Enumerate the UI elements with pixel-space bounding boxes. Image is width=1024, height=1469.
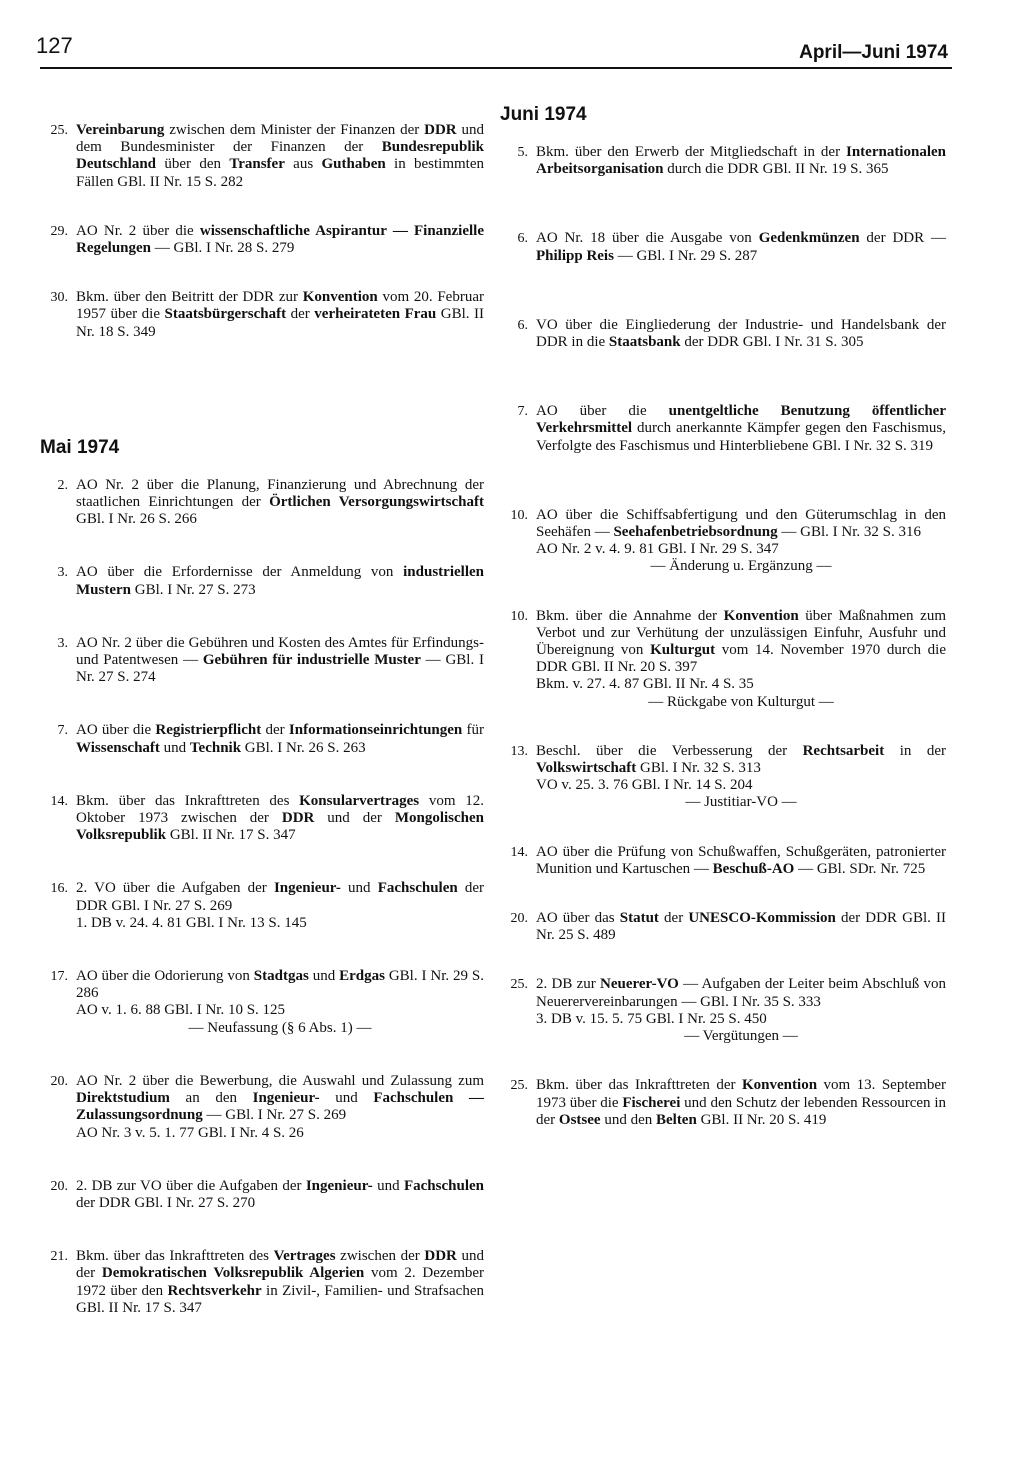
entry-text: 2. DB zur VO über die Aufgaben der Ingenieur- und Fachschulen der DDR GBl. I Nr. 27 S. 270	[76, 1177, 484, 1211]
right-column	[500, 92, 946, 1129]
entry-amendment-note: — Änderung u. Ergänzung —	[650, 558, 832, 575]
entry-text: Bkm. über das Inkrafttreten des Vertrages zwischen der DDR und der Demokratischen Volksrepublik Algerien vom 2. Dezember 1972 über den Rechtsverkehr in Zivil-, Familien- und Strafsachen GBl. II Nr. 17 S. 347	[76, 1248, 485, 1316]
list-item	[500, 317, 946, 351]
entry-day: 20.	[510, 911, 528, 927]
entry-text: Bkm. über die Annahme der Konvention über Maßnahmen zum Verbot und zur Verhütung der unzulässigen Einfuhr, Ausfuhr und Übereignung von Kulturgut vom 14. November 1970 durch die DDR GBl. II Nr. 20 S. 397	[536, 607, 946, 676]
entry-day: 7.	[517, 404, 528, 420]
entry-text: AO über die unentgeltliche Benutzung öffentlicher Verkehrsmittel durch anerkannte Kämpfer gegen den Faschismus, Verfolgte des Faschismus und Hinterbliebene GBl. I Nr. 32 S. 319	[536, 403, 946, 454]
entry-day: 16.	[50, 881, 68, 897]
entry-day: 25.	[50, 123, 68, 138]
entry-day: 25.	[510, 1078, 528, 1094]
list-item	[40, 1178, 484, 1212]
entry-amendment: 3. DB v. 15. 5. 75 GBl. I Nr. 25 S. 450	[536, 1010, 767, 1027]
entry-text: AO über die Erfordernisse der Anmeldung von industriellen Mustern GBl. I Nr. 27 S. 273	[76, 564, 484, 598]
entry-text: AO Nr. 18 über die Ausgabe von Gedenkmünzen der DDR — Philipp Reis — GBl. I Nr. 29 S. 287	[536, 230, 946, 264]
april-entries	[40, 122, 484, 341]
list-item	[500, 1077, 946, 1129]
list-item	[500, 743, 946, 812]
entry-amendment: AO Nr. 2 v. 4. 9. 81 GBl. I Nr. 29 S. 347	[536, 541, 779, 558]
entry-day: 14.	[510, 844, 528, 860]
list-item	[40, 122, 484, 191]
entry-amendment-note: — Neufassung (§ 6 Abs. 1) —	[188, 1019, 372, 1036]
entry-text: VO über die Eingliederung der Industrie- und Handelsbank der DDR in die Staatsbank der DDR GBl. I Nr. 31 S. 305	[536, 316, 946, 351]
section-heading-juni: Juni 1974	[500, 104, 587, 125]
entry-day: 25.	[510, 977, 528, 993]
entry-text: Bkm. über den Erwerb der Mitgliedschaft in der Internationalen Arbeitsorganisation durch die DDR GBl. II Nr. 19 S. 365	[536, 144, 946, 178]
list-item	[40, 477, 484, 529]
list-item	[500, 910, 946, 944]
list-item	[500, 403, 946, 455]
entry-text: Beschl. über die Verbesserung der Rechtsarbeit in der Volkswirtschaft GBl. I Nr. 32 S. 313	[536, 742, 946, 777]
entry-text: AO über die Registrierpflicht der Informationseinrichtungen für Wissenschaft und Technik GBl. I Nr. 26 S. 263	[76, 722, 484, 756]
entry-day: 3.	[57, 565, 68, 581]
entry-day: 14.	[50, 793, 68, 809]
entry-amendment: VO v. 25. 3. 76 GBl. I Nr. 14 S. 204	[536, 777, 753, 794]
list-item	[500, 608, 946, 711]
left-column	[40, 92, 484, 1317]
entry-day: 20.	[50, 1073, 68, 1089]
list-item	[500, 144, 946, 178]
entry-day: 17.	[50, 969, 68, 985]
section-heading-mai: Mai 1974	[40, 436, 120, 458]
header-rule	[40, 67, 952, 69]
entry-text: AO über die Schiffsabfertigung und den Güterumschlag in den Seehäfen — Seehafenbetriebsordnung — GBl. I Nr. 32 S. 316	[536, 506, 946, 541]
entry-day: 10.	[510, 608, 528, 624]
entry-day: 21.	[50, 1249, 68, 1265]
mai-entries	[40, 477, 484, 1317]
entry-amendment: Bkm. v. 27. 4. 87 GBl. II Nr. 4 S. 35	[536, 676, 754, 693]
entry-text: AO über das Statut der UNESCO-Kommission der DDR GBl. II Nr. 25 S. 489	[536, 910, 946, 944]
entry-day: 30.	[50, 290, 68, 306]
entry-day: 5.	[517, 145, 528, 160]
list-item	[40, 880, 484, 932]
entry-day: 29.	[50, 223, 68, 239]
list-item	[500, 844, 946, 878]
list-item	[40, 635, 484, 687]
list-item	[40, 722, 484, 756]
entry-text: Vereinbarung zwischen dem Minister der Finanzen der DDR und dem Bundesminister der Finanzen der Bundesrepublik Deutschland über den Transfer aus Guthaben in bestimmten Fällen GBl. II Nr. 15 S. 282	[76, 122, 484, 190]
entry-amendment: AO v. 1. 6. 88 GBl. I Nr. 10 S. 125	[76, 1002, 286, 1019]
entry-day: 6.	[517, 317, 528, 333]
entry-day: 20.	[50, 1178, 68, 1194]
list-item	[40, 289, 484, 341]
entry-text: AO Nr. 2 über die Bewerbung, die Auswahl und Zulassung zum Direktstudium an den Ingenieur- und Fachschulen — Zulassungsordnung — GBl. I Nr. 27 S. 269	[76, 1072, 484, 1124]
entry-text: Bkm. über das Inkrafttreten des Konsularvertrages vom 12. Oktober 1973 zwischen der DDR und der Mongolischen Volksrepublik GBl. II Nr. 17 S. 347	[76, 792, 484, 844]
list-item	[500, 230, 946, 264]
page-number: 127	[36, 33, 73, 58]
list-item	[40, 564, 484, 598]
entry-text: 2. VO über die Aufgaben der Ingenieur- und Fachschulen der DDR GBl. I Nr. 27 S. 269	[76, 880, 485, 914]
entry-text: AO Nr. 2 über die Gebühren und Kosten des Amtes für Erfindungs- und Patentwesen — Gebühren für industrielle Muster — GBl. I Nr. 27 S. 274	[76, 634, 484, 686]
entry-amendment-note: — Justitiar-VO —	[685, 794, 797, 811]
list-item	[40, 1248, 484, 1317]
entry-day: 2.	[57, 477, 68, 493]
entry-day: 6.	[517, 231, 528, 247]
entry-amendment-note: — Vergütungen —	[684, 1028, 798, 1045]
entry-text: Bkm. über das Inkrafttreten der Konvention vom 13. September 1973 über die Fischerei und den Schutz der lebenden Ressourcen in der Ostsee und den Belten GBl. II Nr. 20 S. 419	[536, 1077, 946, 1128]
entry-text: AO Nr. 2 über die wissenschaftliche Aspirantur — Finanzielle Regelungen — GBl. I Nr. 28 S. 279	[76, 222, 484, 257]
entry-text: AO Nr. 2 über die Planung, Finanzierung und Abrechnung der staatlichen Einrichtungen der Örtlichen Versorgungswirtschaft GBl. I Nr. 26 S. 266	[76, 476, 484, 528]
entry-amendment: AO Nr. 3 v. 5. 1. 77 GBl. I Nr. 4 S. 26	[76, 1124, 304, 1141]
entry-amendment: 1. DB v. 24. 4. 81 GBl. I Nr. 13 S. 145	[76, 914, 307, 931]
entry-text: AO über die Prüfung von Schußwaffen, Schußgeräten, patronierter Munition und Kartuschen — Beschuß-AO — GBl. SDr. Nr. 725	[536, 843, 946, 877]
list-item	[40, 968, 484, 1037]
list-item	[40, 223, 484, 257]
list-item	[500, 507, 946, 576]
entry-day: 13.	[510, 743, 528, 759]
juni-entries	[500, 144, 946, 1129]
entry-amendment-note: — Rückgabe von Kulturgut —	[648, 693, 834, 710]
entry-day: 7.	[57, 723, 68, 739]
running-head: April—Juni 1974	[799, 42, 948, 63]
entry-day: 10.	[510, 507, 528, 523]
list-item	[500, 976, 946, 1045]
entry-text: 2. DB zur Neuerer-VO — Aufgaben der Leiter beim Abschluß von Neuerervereinbarungen — GBl. I Nr. 35 S. 333	[536, 976, 946, 1010]
entry-text: AO über die Odorierung von Stadtgas und Erdgas GBl. I Nr. 29 S. 286	[76, 968, 485, 1002]
entry-day: 3.	[57, 635, 68, 651]
entry-text: Bkm. über den Beitritt der DDR zur Konvention vom 20. Februar 1957 über die Staatsbürgerschaft der verheirateten Frau GBl. II Nr. 18 S. 349	[76, 289, 484, 340]
list-item	[40, 1073, 484, 1142]
list-item	[40, 793, 484, 845]
